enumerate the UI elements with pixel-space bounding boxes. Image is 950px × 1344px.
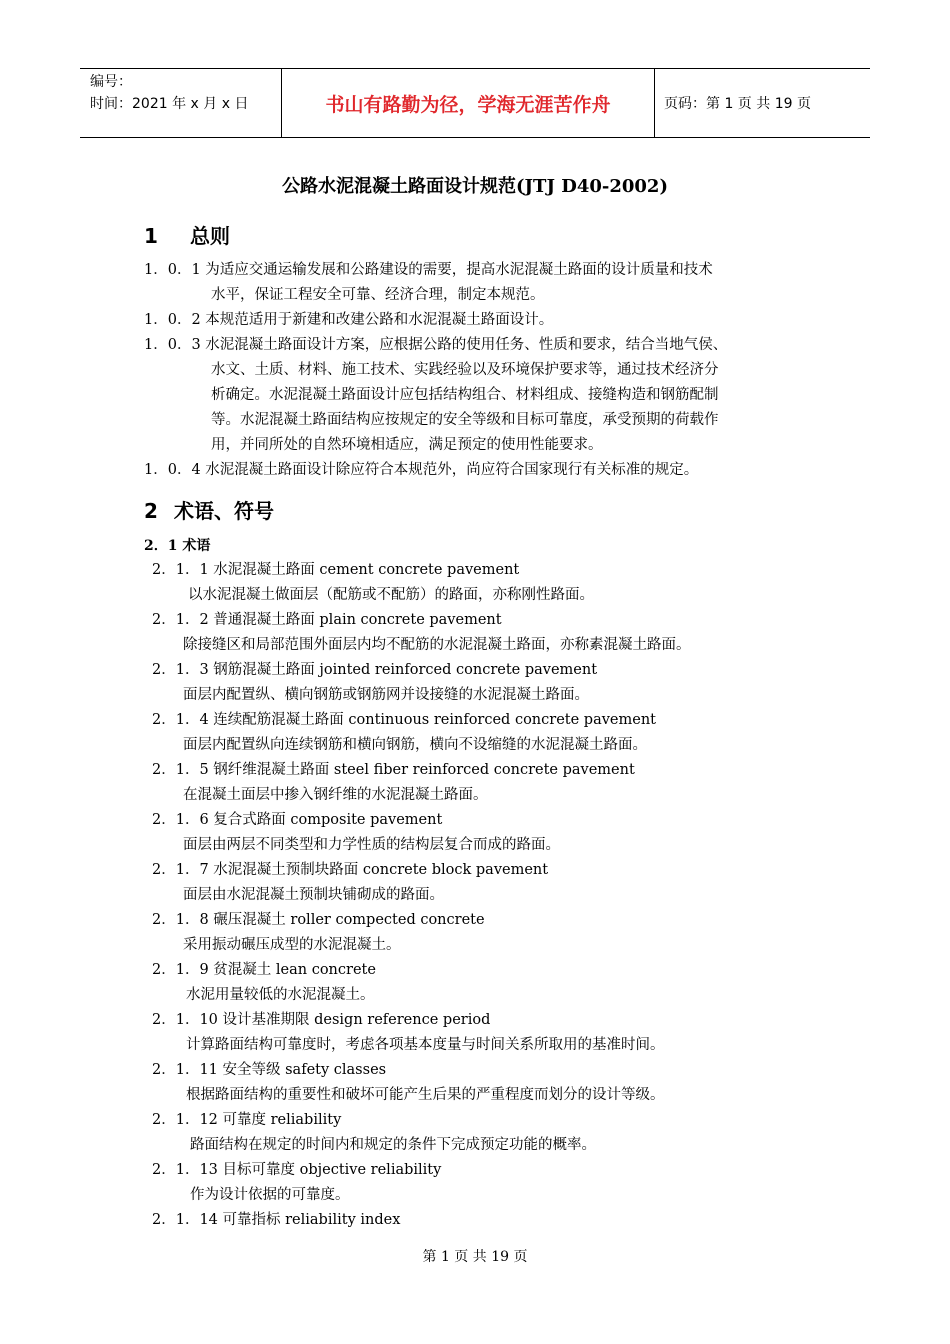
header-divider <box>654 69 655 137</box>
term-line: 2．1．7 水泥混凝土预制块路面 concrete block pavement <box>152 862 549 878</box>
term-line: 2．1．13 目标可靠度 objective reliability <box>152 1162 442 1178</box>
section-title: 总则 <box>190 224 230 248</box>
term-line: 2．1．14 可靠指标 reliability index <box>152 1212 401 1228</box>
term-definition: 采用振动碾压成型的水泥混凝土。 <box>183 937 401 953</box>
term-definition: 除接缝区和局部范围外面层内均不配筋的水泥混凝土路面，亦称素混凝土路面。 <box>183 637 691 653</box>
subsection-title: 2．1 术语 <box>144 538 211 554</box>
term-line: 2．1．6 复合式路面 composite pavement <box>152 812 443 828</box>
term-line: 2．1．2 普通混凝土路面 plain concrete pavement <box>152 612 502 628</box>
term-line: 2．1．4 连续配筋混凝土路面 continuous reinforced concrete pavement <box>152 712 656 728</box>
term-definition: 在混凝土面层中掺入钢纤维的水泥混凝土路面。 <box>183 787 488 803</box>
term-definition: 面层由两层不同类型和力学性质的结构层复合而成的路面。 <box>183 837 560 853</box>
term-line: 2．1．9 贫混凝土 lean concrete <box>152 962 376 978</box>
term-definition: 作为设计依据的可靠度。 <box>190 1187 350 1203</box>
clause-line: 1．0．2 本规范适用于新建和改建公路和水泥混凝土路面设计。 <box>144 312 554 328</box>
section-number: 2 <box>144 499 158 523</box>
term-line: 2．1．5 钢纤维混凝土路面 steel fiber reinforced concrete pavement <box>152 762 635 778</box>
term-line: 2．1．12 可靠度 reliability <box>152 1112 342 1128</box>
time-label: 时间：2021 年 x 月 x 日 <box>90 96 249 112</box>
page-footer: 第 1 页 共 19 页 <box>422 1249 528 1265</box>
header-page-info: 页码：第 1 页 共 19 页 <box>664 96 811 112</box>
term-line: 2．1．1 水泥混凝土路面 cement concrete pavement <box>152 562 520 578</box>
section-title: 术语、符号 <box>174 499 274 523</box>
term-line: 2．1．3 钢筋混凝土路面 jointed reinforced concrete pavement <box>152 662 598 678</box>
code-label: 编号： <box>90 74 132 90</box>
term-definition: 水泥用量较低的水泥混凝土。 <box>186 987 375 1003</box>
clause-line: 水文、土质、材料、施工技术、实践经验以及环境保护要求等，通过技术经济分 <box>211 362 719 378</box>
term-definition: 面层由水泥混凝土预制块铺砌成的路面。 <box>183 887 444 903</box>
term-line: 2．1．10 设计基准期限 design reference period <box>152 1012 491 1028</box>
term-definition: 计算路面结构可靠度时，考虑各项基本度量与时间关系所取用的基准时间。 <box>186 1037 665 1053</box>
term-line: 2．1．11 安全等级 safety classes <box>152 1062 387 1078</box>
clause-line: 用，并同所处的自然环境相适应，满足预定的使用性能要求。 <box>211 437 603 453</box>
header-motto: 书山有路勤为径，学海无涯苦作舟 <box>325 93 611 116</box>
clause-line: 1．0．1 为适应交通运输发展和公路建设的需要，提高水泥混凝土路面的设计质量和技术 <box>144 262 713 278</box>
term-definition: 面层内配置纵向连续钢筋和横向钢筋，横向不设缩缝的水泥混凝土路面。 <box>183 737 647 753</box>
clause-line: 等。水泥混凝土路面结构应按规定的安全等级和目标可靠度，承受预期的荷载作 <box>211 412 719 428</box>
term-definition: 根据路面结构的重要性和破坏可能产生后果的严重程度而划分的设计等级。 <box>186 1087 665 1103</box>
term-definition: 路面结构在规定的时间内和规定的条件下完成预定功能的概率。 <box>190 1137 596 1153</box>
header-meta <box>80 69 280 139</box>
section-number: 1 <box>144 224 158 248</box>
header-table <box>80 68 870 138</box>
term-line: 2．1．8 碾压混凝土 roller compected concrete <box>152 912 485 928</box>
term-definition: 面层内配置纵、横向钢筋或钢筋网并设接缝的水泥混凝土路面。 <box>183 687 589 703</box>
document-title: 公路水泥混凝土路面设计规范(JTJ D40-2002) <box>282 176 668 197</box>
clause-line: 1．0．4 水泥混凝土路面设计除应符合本规范外，尚应符合国家现行有关标准的规定。 <box>144 462 699 478</box>
section-heading <box>144 495 274 524</box>
clause-line: 1．0．3 水泥混凝土路面设计方案，应根据公路的使用任务、性质和要求，结合当地气侯、 <box>144 337 728 353</box>
clause-line: 析确定。水泥混凝土路面设计应包括结构组合、材料组成、接缝构造和钢筋配制 <box>211 387 719 403</box>
section-heading <box>144 220 230 249</box>
clause-line: 水平，保证工程安全可靠、经济合理，制定本规范。 <box>211 287 545 303</box>
term-definition: 以水泥混凝土做面层（配筋或不配筋）的路面，亦称刚性路面。 <box>188 587 594 603</box>
